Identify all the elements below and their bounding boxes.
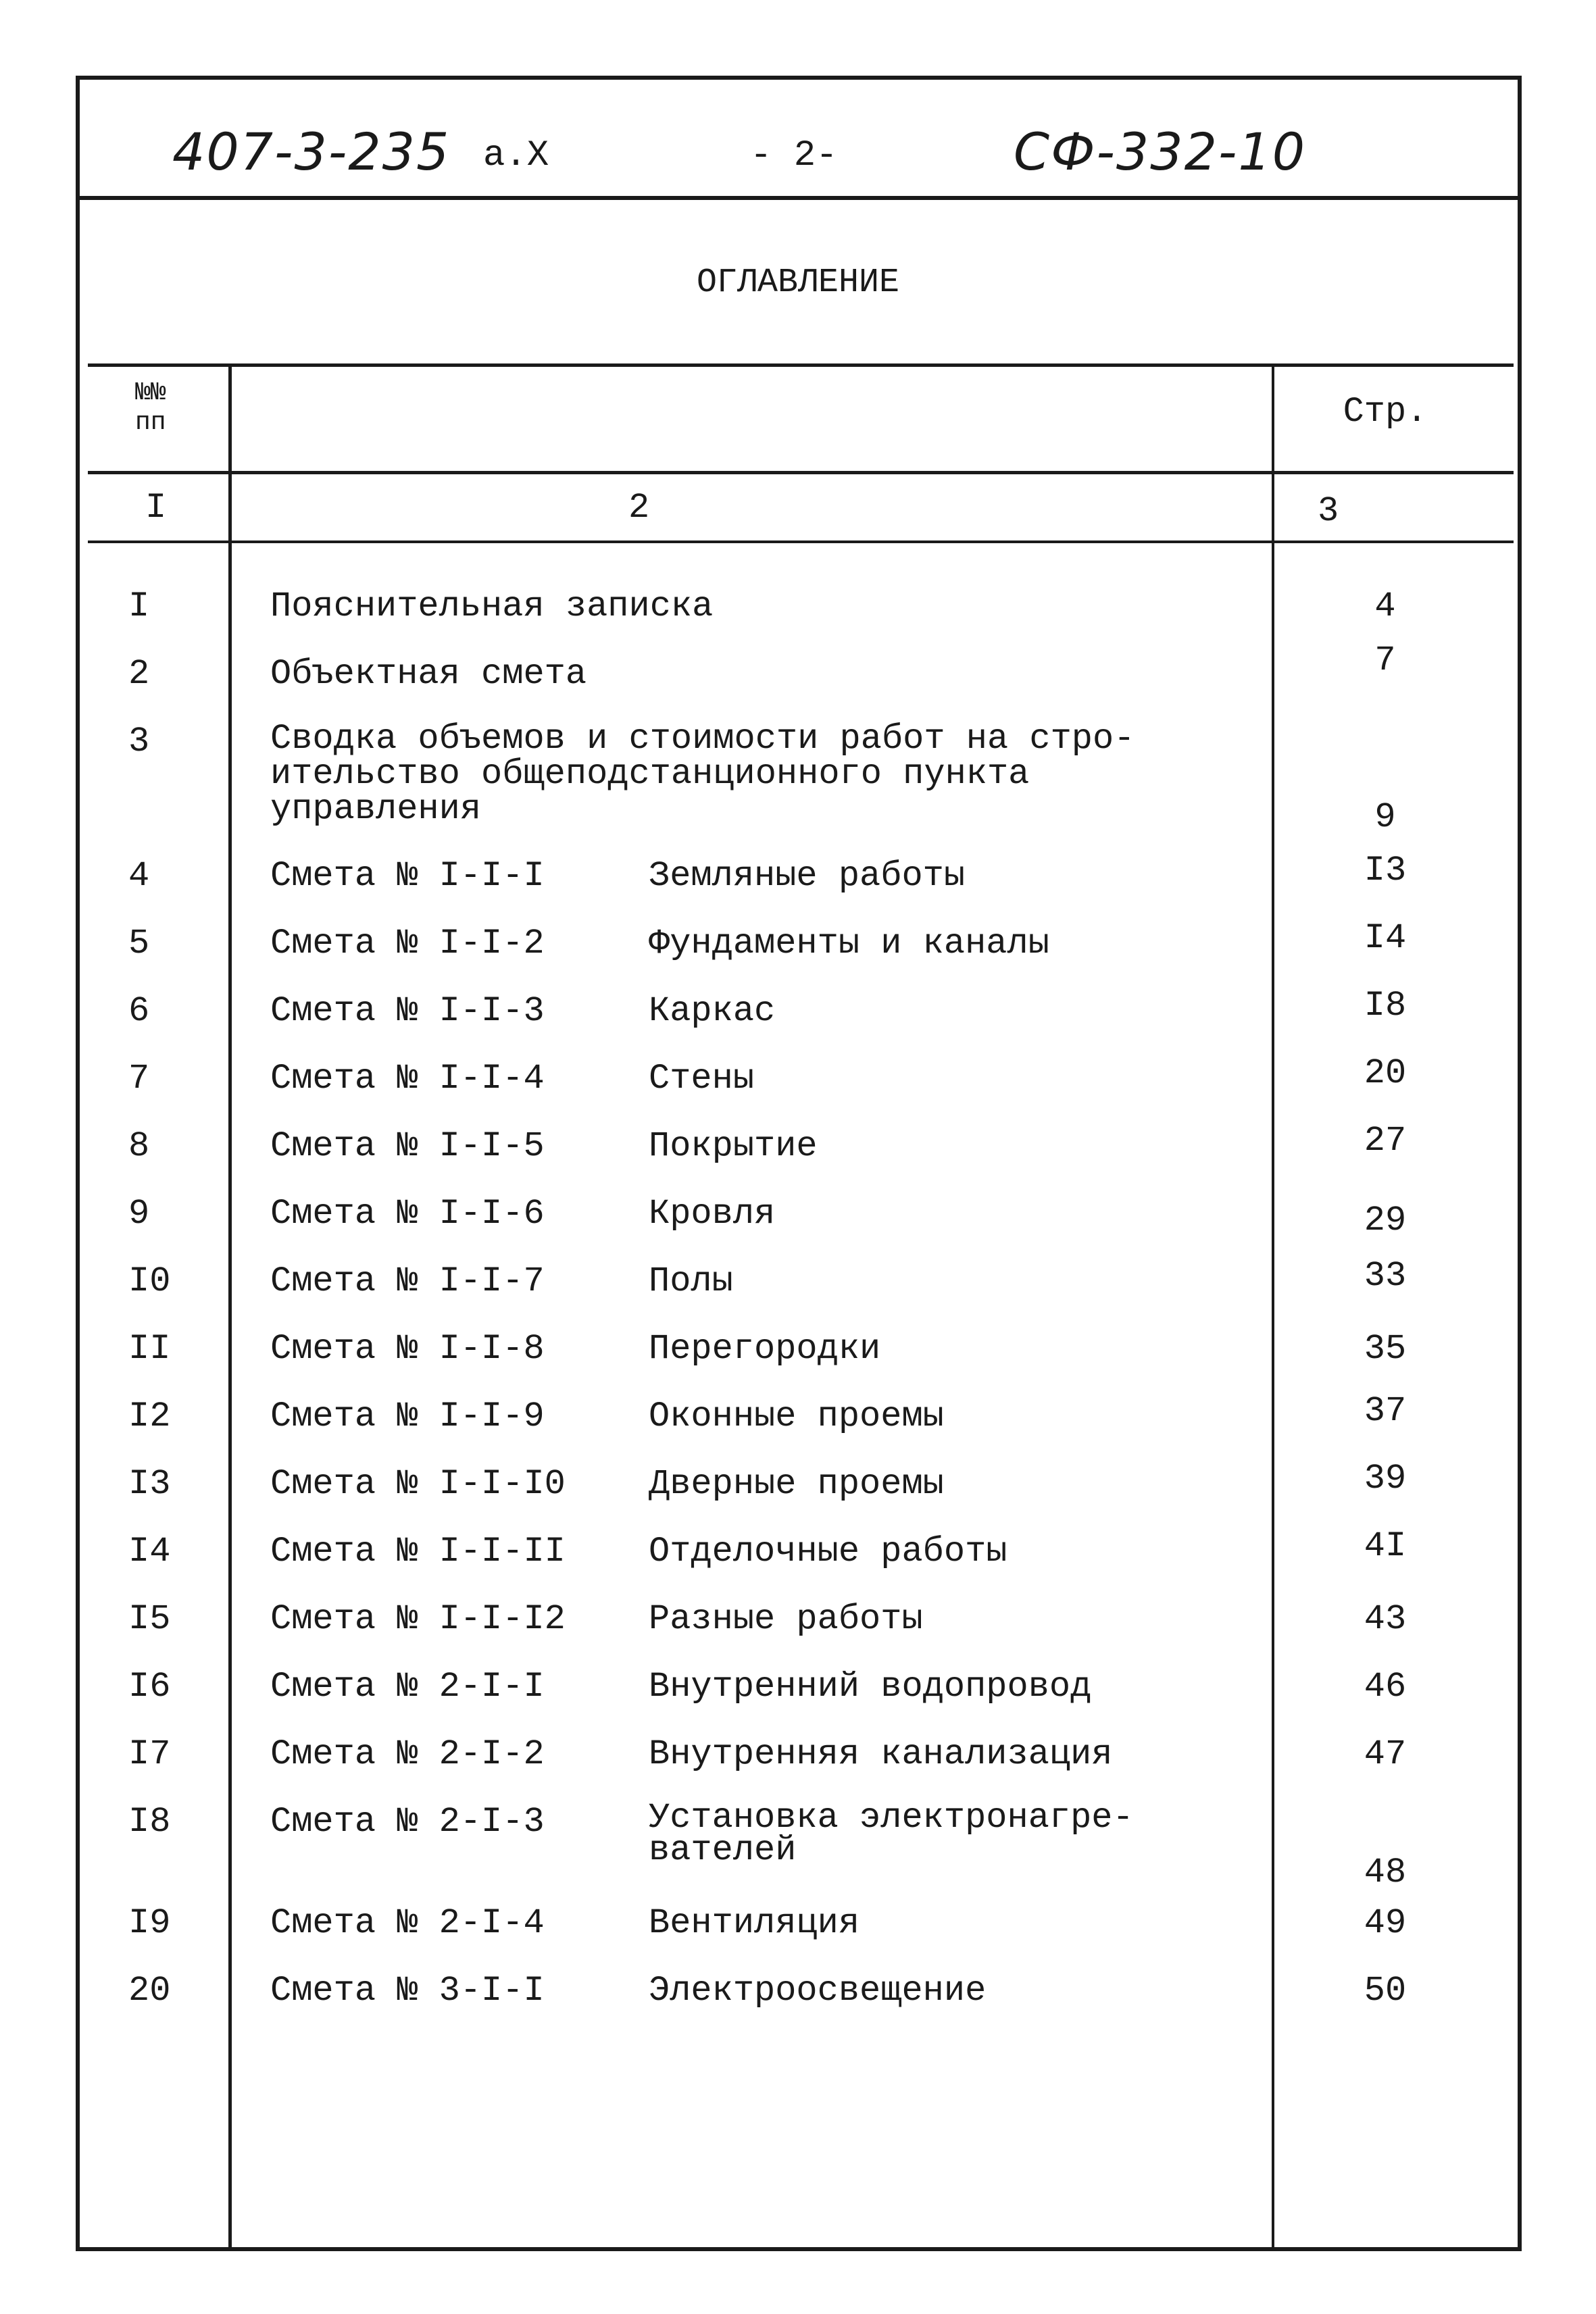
row-description: Сводка объемов и стоимости работ на стро-ительство общеподстанционного пункта управления (270, 719, 1135, 829)
row-number: 6 (128, 991, 150, 1031)
table-row (0, 1121, 1596, 1167)
row-estimate-number: Смета № 2-I-2 (270, 1734, 545, 1774)
page-title: ОГЛАВЛЕНИЕ (696, 263, 900, 302)
row-number: I8 (128, 1802, 171, 1842)
row-work-name: Покрытие (649, 1126, 818, 1166)
table-row (0, 1329, 1596, 1369)
row-work-name: Оконные проемы (649, 1397, 944, 1436)
row-page: 47 (1364, 1734, 1407, 1774)
row-page: 4I (1364, 1526, 1407, 1566)
row-page: 9 (1374, 797, 1396, 837)
row-estimate-number: Смета № I-I-8 (270, 1329, 545, 1369)
row-estimate-number: Смета № I-I-I0 (270, 1464, 566, 1504)
row-work-name: Электроосвещение (649, 1971, 987, 2011)
col-index-2: 2 (628, 488, 650, 528)
table-row (0, 1459, 1596, 1505)
row-number: I0 (128, 1261, 171, 1301)
project-code: 407-3-235 (172, 122, 451, 182)
table-row (0, 1194, 1596, 1240)
row-number: I4 (128, 1532, 171, 1571)
row-estimate-number: Смета № I-I-7 (270, 1261, 545, 1301)
row-number: I (128, 586, 150, 626)
col-header-page: Стр. (1343, 392, 1428, 432)
row-work-name: Полы (649, 1261, 733, 1301)
row-page: 33 (1364, 1256, 1407, 1296)
table-row (0, 1526, 1596, 1572)
row-work-name: Стены (649, 1059, 755, 1099)
row-work-name: Каркас (649, 991, 776, 1031)
table-row (0, 1798, 1596, 1896)
album-label: а.Х (483, 135, 549, 176)
row-number: 3 (128, 722, 150, 761)
column-header-divider (88, 471, 1514, 474)
table-row (0, 1391, 1596, 1437)
row-estimate-number: Смета № I-I-I (270, 856, 545, 896)
row-estimate-number: Смета № 2-I-I (270, 1667, 545, 1707)
table-row (0, 1971, 1596, 2011)
table-row (0, 986, 1596, 1032)
row-page: 37 (1364, 1391, 1407, 1431)
row-page: 35 (1364, 1329, 1407, 1369)
row-number: I9 (128, 1903, 171, 1943)
row-page: 49 (1364, 1903, 1407, 1943)
row-number: 20 (128, 1971, 171, 2011)
row-number: 8 (128, 1126, 150, 1166)
row-description: Пояснительная записка (270, 586, 714, 626)
row-number: 2 (128, 654, 150, 694)
row-number: 7 (128, 1059, 150, 1099)
table-row (0, 1734, 1596, 1775)
col-index-3: 3 (1318, 491, 1339, 531)
row-work-name: Внутренний водопровод (649, 1667, 1092, 1707)
row-number: 9 (128, 1194, 150, 1234)
row-estimate-number: Смета № I-I-4 (270, 1059, 545, 1099)
row-estimate-number: Смета № I-I-6 (270, 1194, 545, 1234)
row-estimate-number: Смета № 2-I-3 (270, 1802, 545, 1842)
doc-code: СФ-332-10 (1014, 122, 1307, 182)
row-page: 29 (1364, 1201, 1407, 1240)
column-line-left (228, 367, 232, 2248)
row-page: I3 (1364, 851, 1407, 890)
row-page: 50 (1364, 1971, 1407, 2011)
index-divider (88, 540, 1514, 543)
title-divider (88, 363, 1514, 367)
row-page: 20 (1364, 1053, 1407, 1093)
row-work-name: Вентиляция (649, 1903, 860, 1943)
table-row (0, 1903, 1596, 1944)
column-line-right (1272, 367, 1274, 2248)
row-number: I2 (128, 1397, 171, 1436)
table-row (0, 719, 1596, 843)
row-page: 27 (1364, 1121, 1407, 1161)
row-work-name: Кровля (649, 1194, 776, 1234)
page-number: - 2- (750, 135, 838, 176)
row-number: 4 (128, 856, 150, 896)
row-estimate-number: Смета № 3-I-I (270, 1971, 545, 2011)
row-estimate-number: Смета № I-I-5 (270, 1126, 545, 1166)
row-number: I3 (128, 1464, 171, 1504)
row-estimate-number: Смета № I-I-2 (270, 924, 545, 963)
row-number: II (128, 1329, 171, 1369)
row-estimate-number: Смета № I-I-3 (270, 991, 545, 1031)
row-page: 7 (1374, 640, 1396, 680)
row-work-name: Внутренняя канализация (649, 1734, 1113, 1774)
row-work-name: Фундаменты и каналы (649, 924, 1049, 963)
table-row (0, 851, 1596, 897)
table-row (0, 918, 1596, 964)
row-estimate-number: Смета № I-I-9 (270, 1397, 545, 1436)
row-page: I4 (1364, 918, 1407, 958)
table-row (0, 1053, 1596, 1099)
table-row (0, 1667, 1596, 1707)
row-description: Объектная смета (270, 654, 587, 694)
row-work-name: Отделочные работы (649, 1532, 1007, 1571)
row-page: 46 (1364, 1667, 1407, 1707)
row-page: 43 (1364, 1599, 1407, 1639)
header-divider (76, 196, 1522, 200)
row-page: 48 (1364, 1853, 1407, 1892)
row-number: I6 (128, 1667, 171, 1707)
table-row (0, 640, 1596, 695)
table-row (0, 586, 1596, 627)
row-page: I8 (1364, 986, 1407, 1026)
table-row (0, 1599, 1596, 1640)
row-number: I7 (128, 1734, 171, 1774)
row-estimate-number: Смета № I-I-I2 (270, 1599, 566, 1639)
col-header-num: №№ пп (135, 378, 166, 437)
row-work-name: Земляные работы (649, 856, 966, 896)
row-work-name: Разные работы (649, 1599, 923, 1639)
row-work-name: Перегородки (649, 1329, 881, 1369)
row-work-name: Установка электронагре-вателей (649, 1798, 1134, 1870)
row-number: 5 (128, 924, 150, 963)
row-number: I5 (128, 1599, 171, 1639)
row-work-name: Дверные проемы (649, 1464, 944, 1504)
row-estimate-number: Смета № I-I-II (270, 1532, 566, 1571)
col-index-1: I (145, 488, 167, 528)
row-page: 39 (1364, 1459, 1407, 1499)
row-page: 4 (1374, 586, 1396, 626)
table-row (0, 1256, 1596, 1302)
row-estimate-number: Смета № 2-I-4 (270, 1903, 545, 1943)
